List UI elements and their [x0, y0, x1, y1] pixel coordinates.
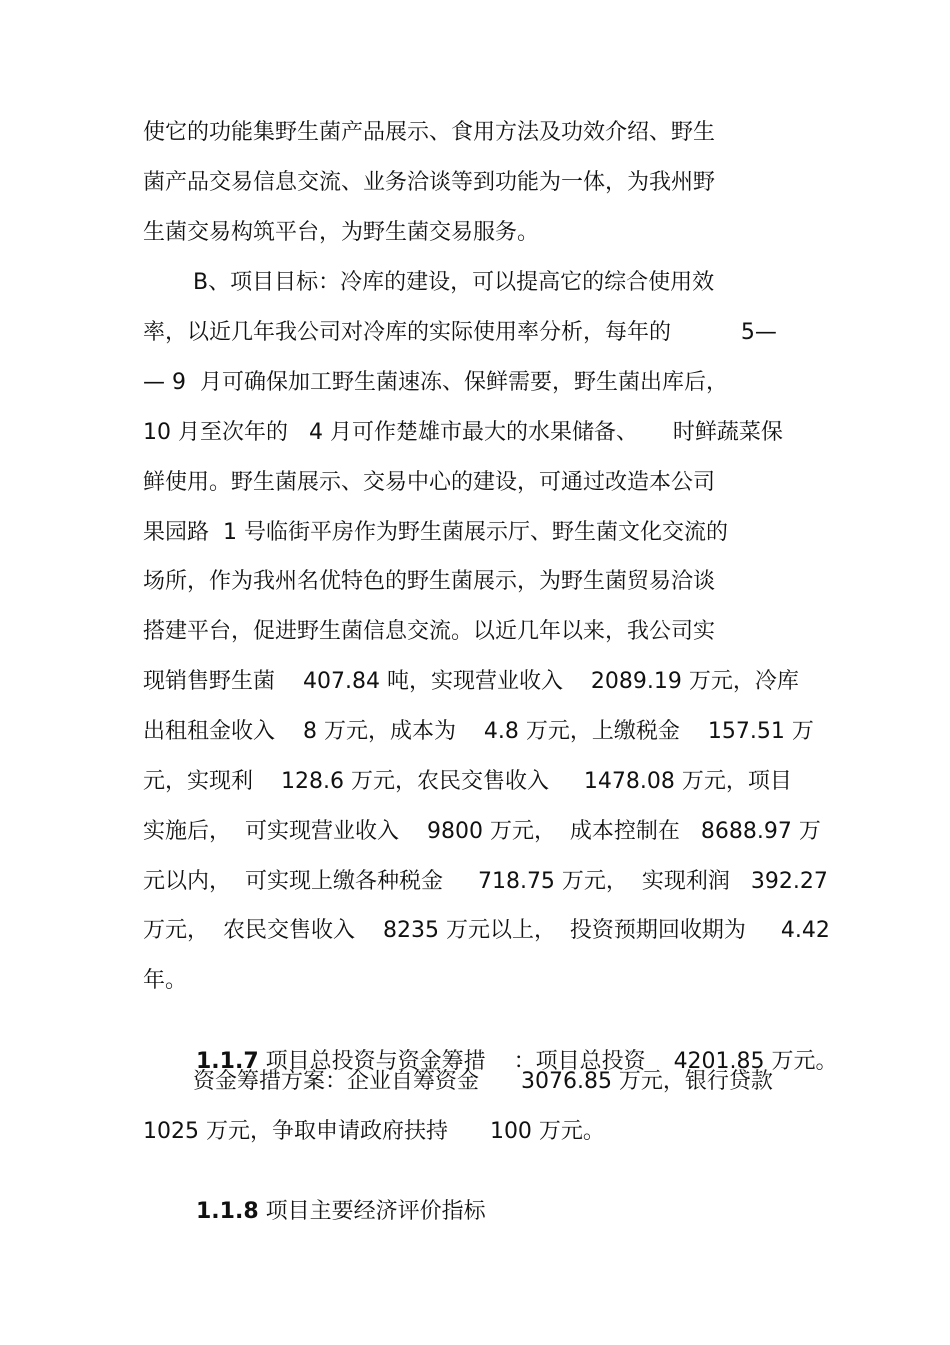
- section-heading-1-1-8: [168, 1167, 486, 1257]
- body-line-10: 场所，作为我州名优特色的野生菌展示，为野生菌贸易洽谈: [143, 569, 716, 594]
- body-line-11: 搭建平台，促进野生菌信息交流。以近几年以来，我公司实: [143, 619, 716, 644]
- section-number: 1.1.7: [195, 1049, 259, 1074]
- body-line-9: 果园路 1 号临街平房作为野生菌展示厅、野生菌文化交流的: [143, 520, 728, 545]
- body-line-13: 出租租金收入 8 万元，成本为 4.8 万元，上缴税金 157.51 万: [143, 719, 814, 744]
- body-line-7: 10 月至次年的 4 月可作楚雄市最大的水果储备、 时鲜蔬菜保: [143, 420, 783, 445]
- body-line-2: 菌产品交易信息交流、业务洽谈等到功能为一体，为我州野: [143, 170, 716, 195]
- body-line-8: 鲜使用。野生菌展示、交易中心的建设，可通过改造本公司: [143, 470, 716, 495]
- section-text: 项目总投资与资金筹措 ：项目总投资 4201.85 万元。: [258, 1049, 838, 1074]
- body-line-14: 元，实现利 128.6 万元，农民交售收入 1478.08 万元，项目: [143, 769, 792, 794]
- body-line-16: 元以内， 可实现上缴各种税金 718.75 万元， 实现利润 392.27: [143, 869, 828, 894]
- body-line-17: 万元， 农民交售收入 8235 万元以上， 投资预期回收期为 4.42: [143, 918, 830, 943]
- body-line-15: 实施后， 可实现营业收入 9800 万元， 成本控制在 8688.97 万: [143, 819, 821, 844]
- body-line-3: 生菌交易构筑平台，为野生菌交易服务。: [143, 220, 540, 245]
- section-text: 项目主要经济评价指标: [258, 1199, 486, 1224]
- body-line-4: B、项目目标：冷库的建设，可以提高它的综合使用效: [193, 270, 715, 295]
- section-number: 1.1.8: [195, 1199, 259, 1224]
- body-line-5: 率，以近几年我公司对冷库的实际使用率分析，每年的 5—: [143, 320, 777, 345]
- body-line-18: 年。: [143, 968, 188, 993]
- body-line-6: — 9 月可确保加工野生菌速冻、保鲜需要，野生菌出库后，: [143, 370, 728, 395]
- body-line-12: 现销售野生菌 407.84 吨，实现营业收入 2089.19 万元，冷库: [143, 669, 799, 694]
- funding-line-2: 1025 万元，争取申请政府扶持 100 万元。: [143, 1119, 605, 1144]
- body-line-1: 使它的功能集野生菌产品展示、食用方法及功效介绍、野生: [143, 120, 716, 145]
- funding-line-1: 资金筹措方案：企业自筹资金 3076.85 万元，银行贷款: [193, 1069, 773, 1094]
